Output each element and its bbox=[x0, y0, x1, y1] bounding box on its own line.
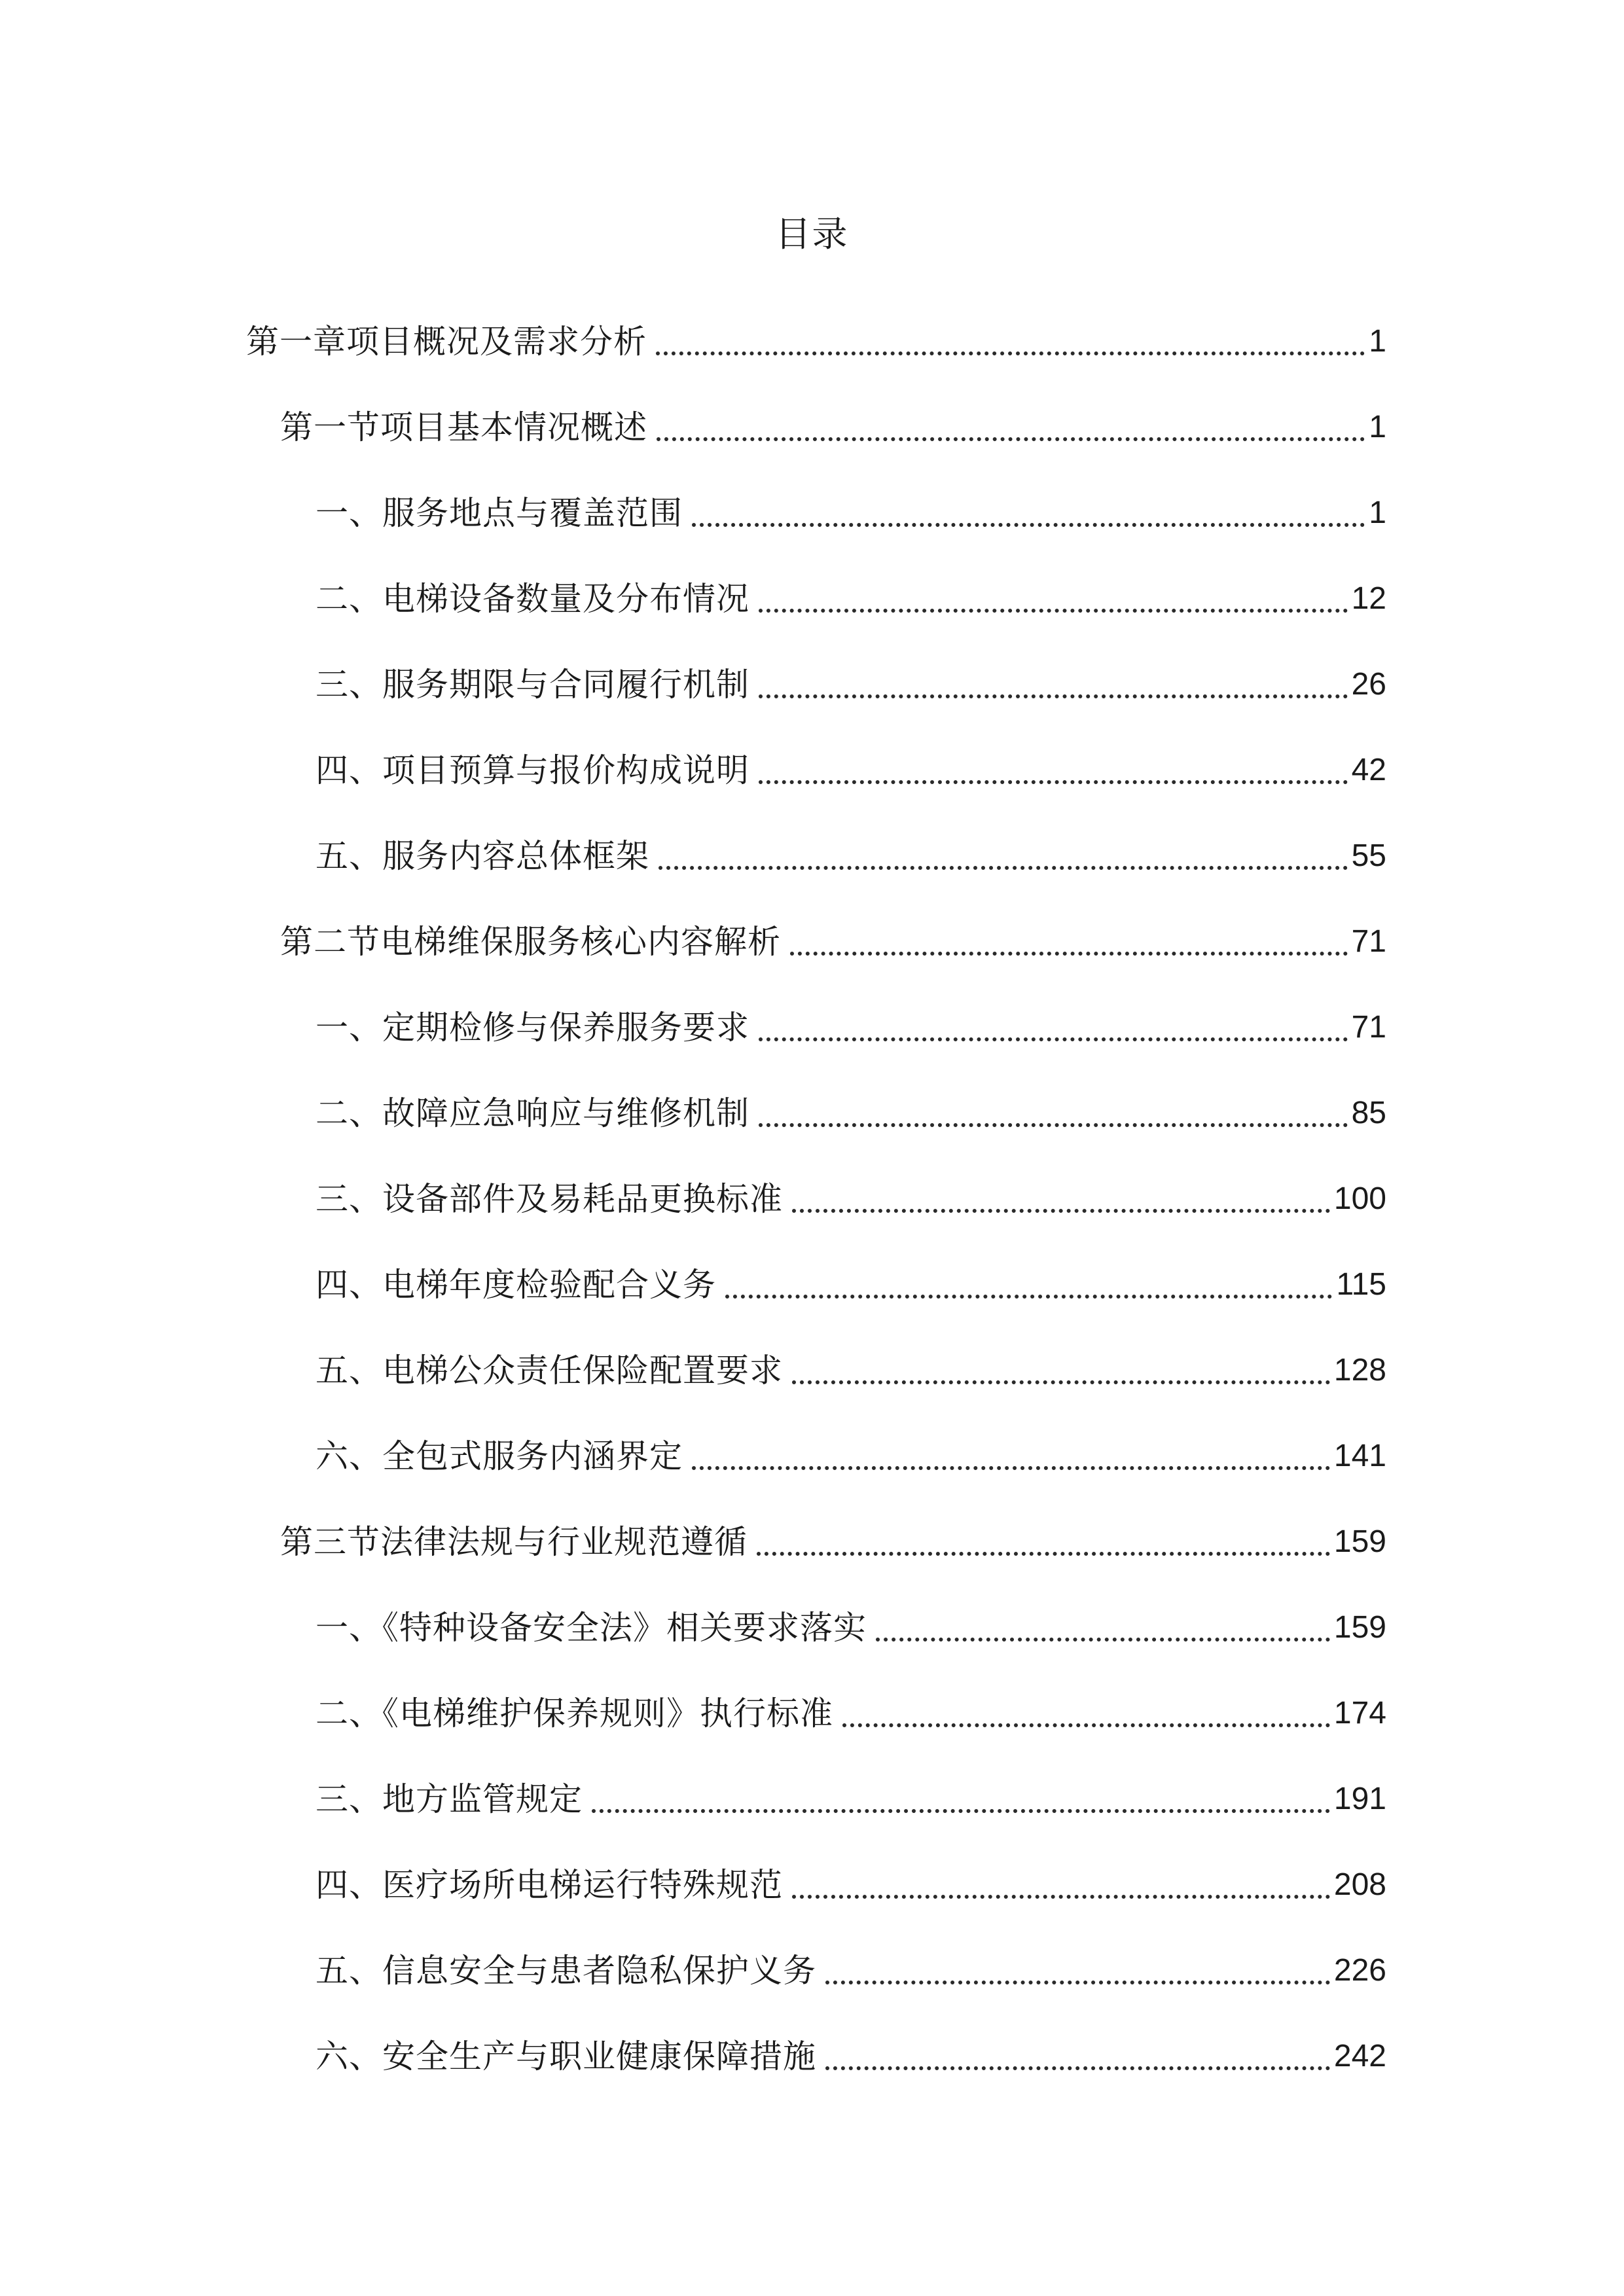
toc-entry-section-3[interactable] bbox=[280, 1499, 1386, 1585]
toc-entry-label: 三、地方监管规定 bbox=[316, 1780, 583, 1818]
toc-entry-label: 三、设备部件及易耗品更换标准 bbox=[316, 1179, 783, 1218]
toc-entry-page: 159 bbox=[1333, 1524, 1386, 1559]
toc-entry-item[interactable] bbox=[316, 1928, 1386, 2013]
toc-entry-label: 四、医疗场所电梯运行特殊规范 bbox=[316, 1865, 783, 1904]
toc-entry-item[interactable] bbox=[316, 1413, 1386, 1499]
toc-entry-page: 141 bbox=[1333, 1438, 1386, 1473]
toc-entry-item[interactable] bbox=[316, 813, 1386, 899]
toc-entry-page: 71 bbox=[1351, 1009, 1386, 1045]
toc-entry-label: 第一节项目基本情况概述 bbox=[280, 408, 647, 446]
toc-entry-item[interactable] bbox=[316, 1327, 1386, 1413]
dot-leader bbox=[757, 1552, 1330, 1556]
toc-list bbox=[0, 298, 1624, 2099]
dot-leader bbox=[792, 1380, 1330, 1384]
toc-entry-label: 六、全包式服务内涵界定 bbox=[316, 1437, 683, 1475]
toc-entry-item[interactable] bbox=[316, 1242, 1386, 1327]
toc-entry-label: 二、故障应急响应与维修机制 bbox=[316, 1094, 749, 1132]
toc-entry-label: 四、项目预算与报价构成说明 bbox=[316, 751, 749, 789]
dot-leader bbox=[759, 609, 1348, 613]
toc-entry-item[interactable] bbox=[316, 1756, 1386, 1842]
toc-entry-label: 四、电梯年度检验配合义务 bbox=[316, 1265, 716, 1304]
toc-entry-page: 174 bbox=[1333, 1695, 1386, 1731]
dot-leader bbox=[790, 952, 1348, 956]
toc-entry-item[interactable] bbox=[316, 556, 1386, 641]
dot-leader bbox=[656, 351, 1365, 355]
toc-entry-item[interactable] bbox=[316, 2013, 1386, 2099]
dot-leader bbox=[876, 1638, 1330, 1641]
dot-leader bbox=[842, 1723, 1330, 1727]
toc-entry-label: 一、《特种设备安全法》相关要求落实 bbox=[316, 1608, 867, 1647]
toc-entry-label: 第三节法律法规与行业规范遵循 bbox=[280, 1522, 748, 1561]
toc-entry-page: 100 bbox=[1333, 1181, 1386, 1216]
toc-entry-label: 五、电梯公众责任保险配置要求 bbox=[316, 1351, 783, 1390]
toc-entry-page: 42 bbox=[1351, 752, 1386, 787]
toc-entry-item[interactable] bbox=[316, 1842, 1386, 1928]
toc-entry-label: 第一章项目概况及需求分析 bbox=[246, 322, 647, 361]
dot-leader bbox=[725, 1295, 1332, 1299]
toc-entry-page: 1 bbox=[1369, 409, 1386, 444]
toc-entry-label: 二、《电梯维护保养规则》执行标准 bbox=[316, 1694, 833, 1732]
toc-entry-page: 71 bbox=[1351, 924, 1386, 959]
dot-leader bbox=[792, 1209, 1330, 1213]
toc-entry-page: 208 bbox=[1333, 1867, 1386, 1902]
toc-entry-page: 1 bbox=[1369, 323, 1386, 359]
toc-entry-label: 二、电梯设备数量及分布情况 bbox=[316, 579, 749, 618]
dot-leader bbox=[659, 866, 1348, 870]
toc-entry-item[interactable] bbox=[316, 984, 1386, 1070]
toc-entry-item[interactable] bbox=[316, 641, 1386, 727]
dot-leader bbox=[825, 2066, 1330, 2070]
toc-entry-item[interactable] bbox=[316, 1156, 1386, 1242]
dot-leader bbox=[759, 694, 1348, 698]
toc-entry-page: 1 bbox=[1369, 495, 1386, 530]
toc-entry-page: 159 bbox=[1333, 1609, 1386, 1645]
toc-entry-item[interactable] bbox=[316, 470, 1386, 556]
toc-entry-section-1[interactable] bbox=[280, 384, 1386, 470]
dot-leader bbox=[759, 780, 1348, 784]
dot-leader bbox=[759, 1123, 1348, 1127]
toc-entry-page: 242 bbox=[1333, 2038, 1386, 2073]
toc-entry-page: 191 bbox=[1333, 1781, 1386, 1816]
toc-entry-page: 85 bbox=[1351, 1095, 1386, 1130]
toc-entry-label: 第二节电梯维保服务核心内容解析 bbox=[280, 922, 781, 961]
toc-entry-label: 一、定期检修与保养服务要求 bbox=[316, 1008, 749, 1047]
dot-leader bbox=[759, 1037, 1348, 1041]
toc-entry-item[interactable] bbox=[316, 1070, 1386, 1156]
dot-leader bbox=[692, 523, 1365, 527]
toc-entry-chapter-1[interactable] bbox=[246, 298, 1386, 384]
toc-entry-label: 五、信息安全与患者隐私保护义务 bbox=[316, 1951, 816, 1990]
toc-entry-page: 12 bbox=[1351, 581, 1386, 616]
toc-entry-section-2[interactable] bbox=[280, 899, 1386, 984]
toc-entry-page: 128 bbox=[1333, 1352, 1386, 1388]
toc-entry-item[interactable] bbox=[316, 1585, 1386, 1670]
toc-title: 目录 bbox=[775, 213, 849, 255]
toc-entry-item[interactable] bbox=[316, 1670, 1386, 1756]
toc-entry-item[interactable] bbox=[316, 727, 1386, 813]
toc-entry-page: 55 bbox=[1351, 838, 1386, 873]
toc-entry-page: 226 bbox=[1333, 1952, 1386, 1988]
toc-entry-page: 26 bbox=[1351, 666, 1386, 702]
toc-entry-label: 六、安全生产与职业健康保障措施 bbox=[316, 2037, 816, 2075]
dot-leader bbox=[692, 1466, 1330, 1470]
dot-leader bbox=[657, 437, 1365, 441]
dot-leader bbox=[825, 1981, 1330, 1984]
toc-entry-label: 三、服务期限与合同履行机制 bbox=[316, 665, 749, 704]
toc-entry-label: 一、服务地点与覆盖范围 bbox=[316, 493, 683, 532]
dot-leader bbox=[592, 1809, 1330, 1813]
toc-entry-label: 五、服务内容总体框架 bbox=[316, 836, 649, 875]
dot-leader bbox=[792, 1895, 1330, 1899]
toc-entry-page: 115 bbox=[1336, 1266, 1386, 1302]
